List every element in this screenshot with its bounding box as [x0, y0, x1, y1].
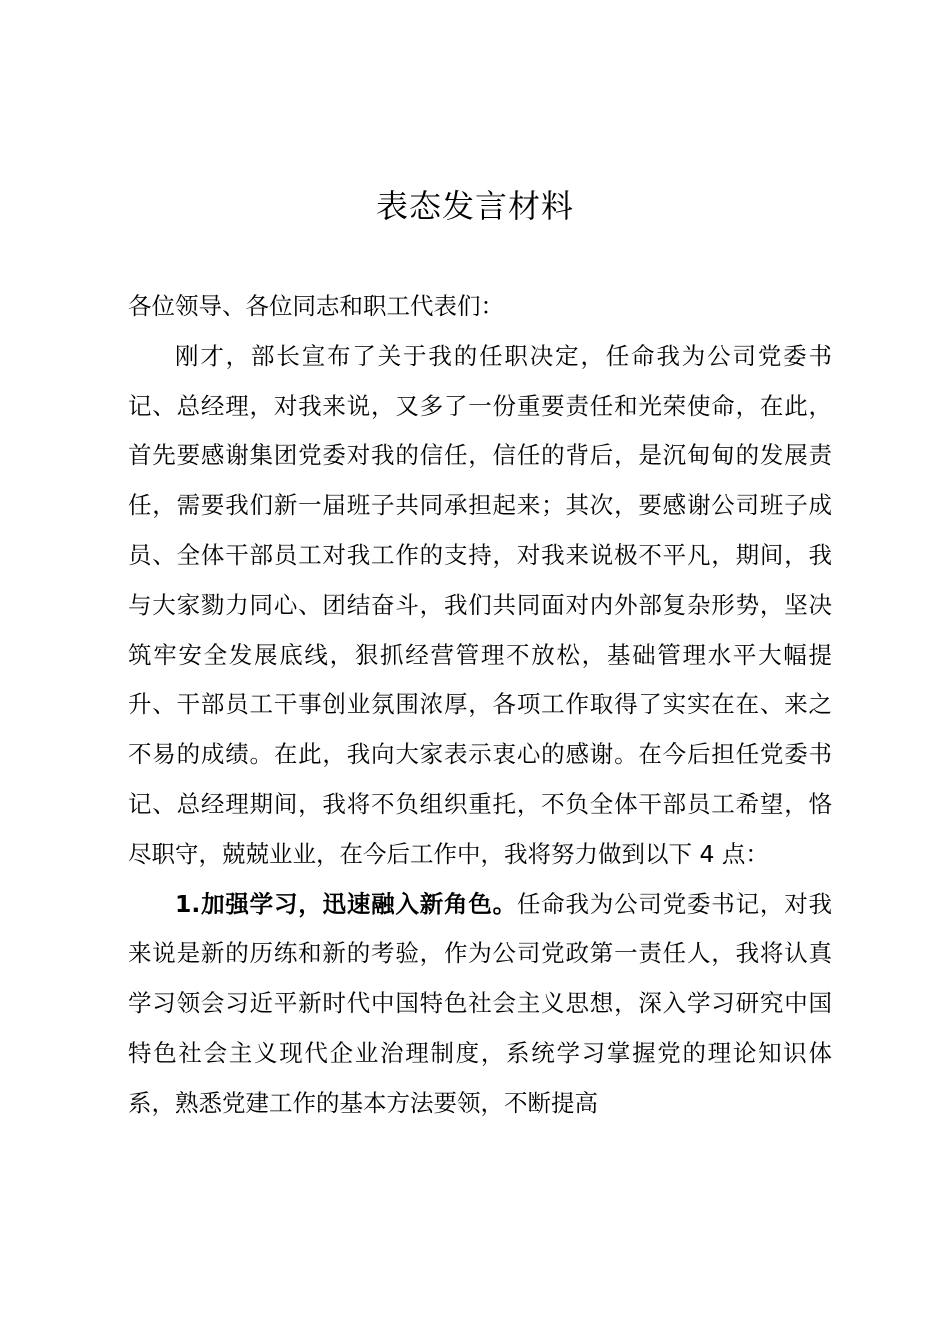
point-1-heading: 1.加强学习，迅速融入新角色。 — [175, 889, 517, 918]
document-body — [128, 282, 832, 1129]
salutation: 各位领导、各位同志和职工代表们： — [128, 292, 504, 320]
point-1-text: 任命我为公司党委书记，对我来说是新的历练和新的考验，作为公司党政第一责任人，我将认真学习领会习近平新时代中国特色社会主义思想，深入学习研究中国特色社会主义现代企业治理制度，系统学习掌握党的理论知识体系，熟悉党建工作的基本方法要领，不断提高 — [128, 889, 832, 1117]
paragraph-point-1 — [128, 880, 832, 1129]
paragraph-1: 刚才，部长宣布了关于我的任职决定，任命我为公司党委书记、总经理，对我来说，又多了一份重要责任和光荣使命，在此，首先要感谢集团党委对我的信任，信任的背后，是沉甸甸的发展责任，需要我们新一届班子共同承担起来；其次，要感谢公司班子成员、全体干部员工对我工作的支持，对我来说极不平凡，期间，我与大家勠力同心、团结奋斗，我们共同面对内外部复杂形势，坚决筑牢安全发展底线，狠抓经营管理不放松，基础管理水平大幅提升、干部员工干事创业氛围浓厚，各项工作取得了实实在在、来之不易的成绩。在此，我向大家表示衷心的感谢。在今后担任党委书记、总经理期间，我将不负组织重托，不负全体干部员工希望，恪尽职守，兢兢业业，在今后工作中，我将努力做到以下 4 点： — [128, 341, 832, 868]
document-title: 表态发言材料 — [375, 187, 574, 225]
